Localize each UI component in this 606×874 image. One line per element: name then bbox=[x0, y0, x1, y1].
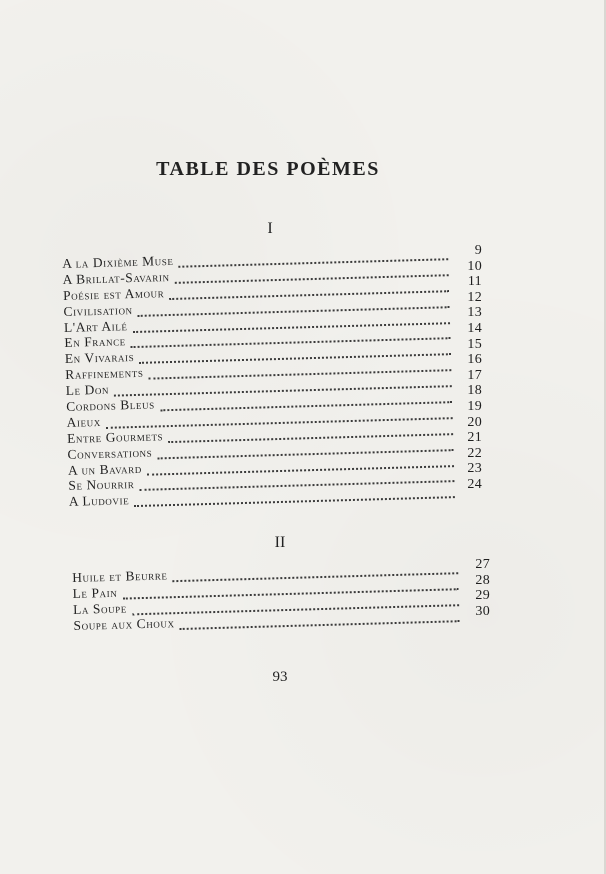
toc-entry-title: La Soupe bbox=[72, 600, 128, 617]
toc-entry-title: Soupe aux Choux bbox=[73, 614, 175, 633]
dot-leader bbox=[179, 610, 459, 630]
page-number: 12 bbox=[467, 289, 482, 305]
page-number: 19 bbox=[467, 398, 482, 414]
toc-entry-title: Poésie est Amour bbox=[62, 284, 165, 303]
page-number: 11 bbox=[467, 274, 482, 290]
toc-entry-title: En Vivarais bbox=[64, 349, 135, 367]
section-heading-2: II bbox=[274, 534, 286, 551]
page-number: 9 bbox=[474, 243, 482, 258]
page-number: 23 bbox=[467, 461, 482, 477]
toc-entry-title: A un Bavard bbox=[67, 460, 143, 478]
page-number: 28 bbox=[475, 572, 490, 588]
page-number: 27 bbox=[475, 557, 490, 572]
page-numbers-section-2 bbox=[458, 557, 490, 619]
toc-list-section-2 bbox=[72, 559, 464, 633]
page-numbers-section-1 bbox=[452, 243, 482, 493]
page-number: 16 bbox=[467, 352, 482, 368]
page-number: 24 bbox=[467, 476, 482, 492]
toc-entry-title: Se Nourrir bbox=[68, 476, 135, 494]
page-number: 29 bbox=[475, 588, 490, 604]
toc-entry-title: Le Don bbox=[65, 381, 110, 399]
toc-entry-title: Raffinements bbox=[65, 365, 144, 383]
toc-entry-title: En France bbox=[64, 333, 127, 351]
page-number: 15 bbox=[467, 336, 482, 352]
page-number: 30 bbox=[475, 603, 490, 619]
page-number: 17 bbox=[467, 367, 482, 383]
page-folio: 93 bbox=[272, 669, 288, 685]
toc-entry-title: Le Pain bbox=[72, 584, 118, 601]
page-number: 14 bbox=[467, 320, 482, 336]
page-number: 20 bbox=[467, 414, 482, 430]
page-number: 22 bbox=[467, 445, 482, 461]
toc-entry-title: Conversations bbox=[67, 444, 153, 462]
toc-entry-title: Civilisation bbox=[63, 301, 133, 319]
page-number: 13 bbox=[467, 305, 482, 321]
toc-entry-title: Cordons Bleus bbox=[65, 396, 155, 414]
toc-entry-title: A Ludovie bbox=[68, 492, 130, 510]
page-title: TABLE DES POÈMES bbox=[156, 158, 380, 180]
page-number: 10 bbox=[467, 258, 482, 274]
section-heading-1: I bbox=[267, 220, 273, 237]
page-number: 21 bbox=[467, 430, 482, 446]
toc-entry-title: A la Dixième Muse bbox=[62, 252, 174, 271]
toc-list-section-1 bbox=[62, 245, 459, 510]
toc-entry-title: A Brillat-Savarin bbox=[62, 268, 170, 287]
toc-entry-title: Aieux bbox=[66, 413, 102, 430]
toc-entry-title: Huile et Beurre bbox=[72, 567, 168, 585]
toc-entry-title: Entre Gourmets bbox=[66, 428, 164, 446]
page-number: 18 bbox=[467, 383, 482, 399]
toc-entry-title: L'Art Ailé bbox=[63, 317, 128, 335]
